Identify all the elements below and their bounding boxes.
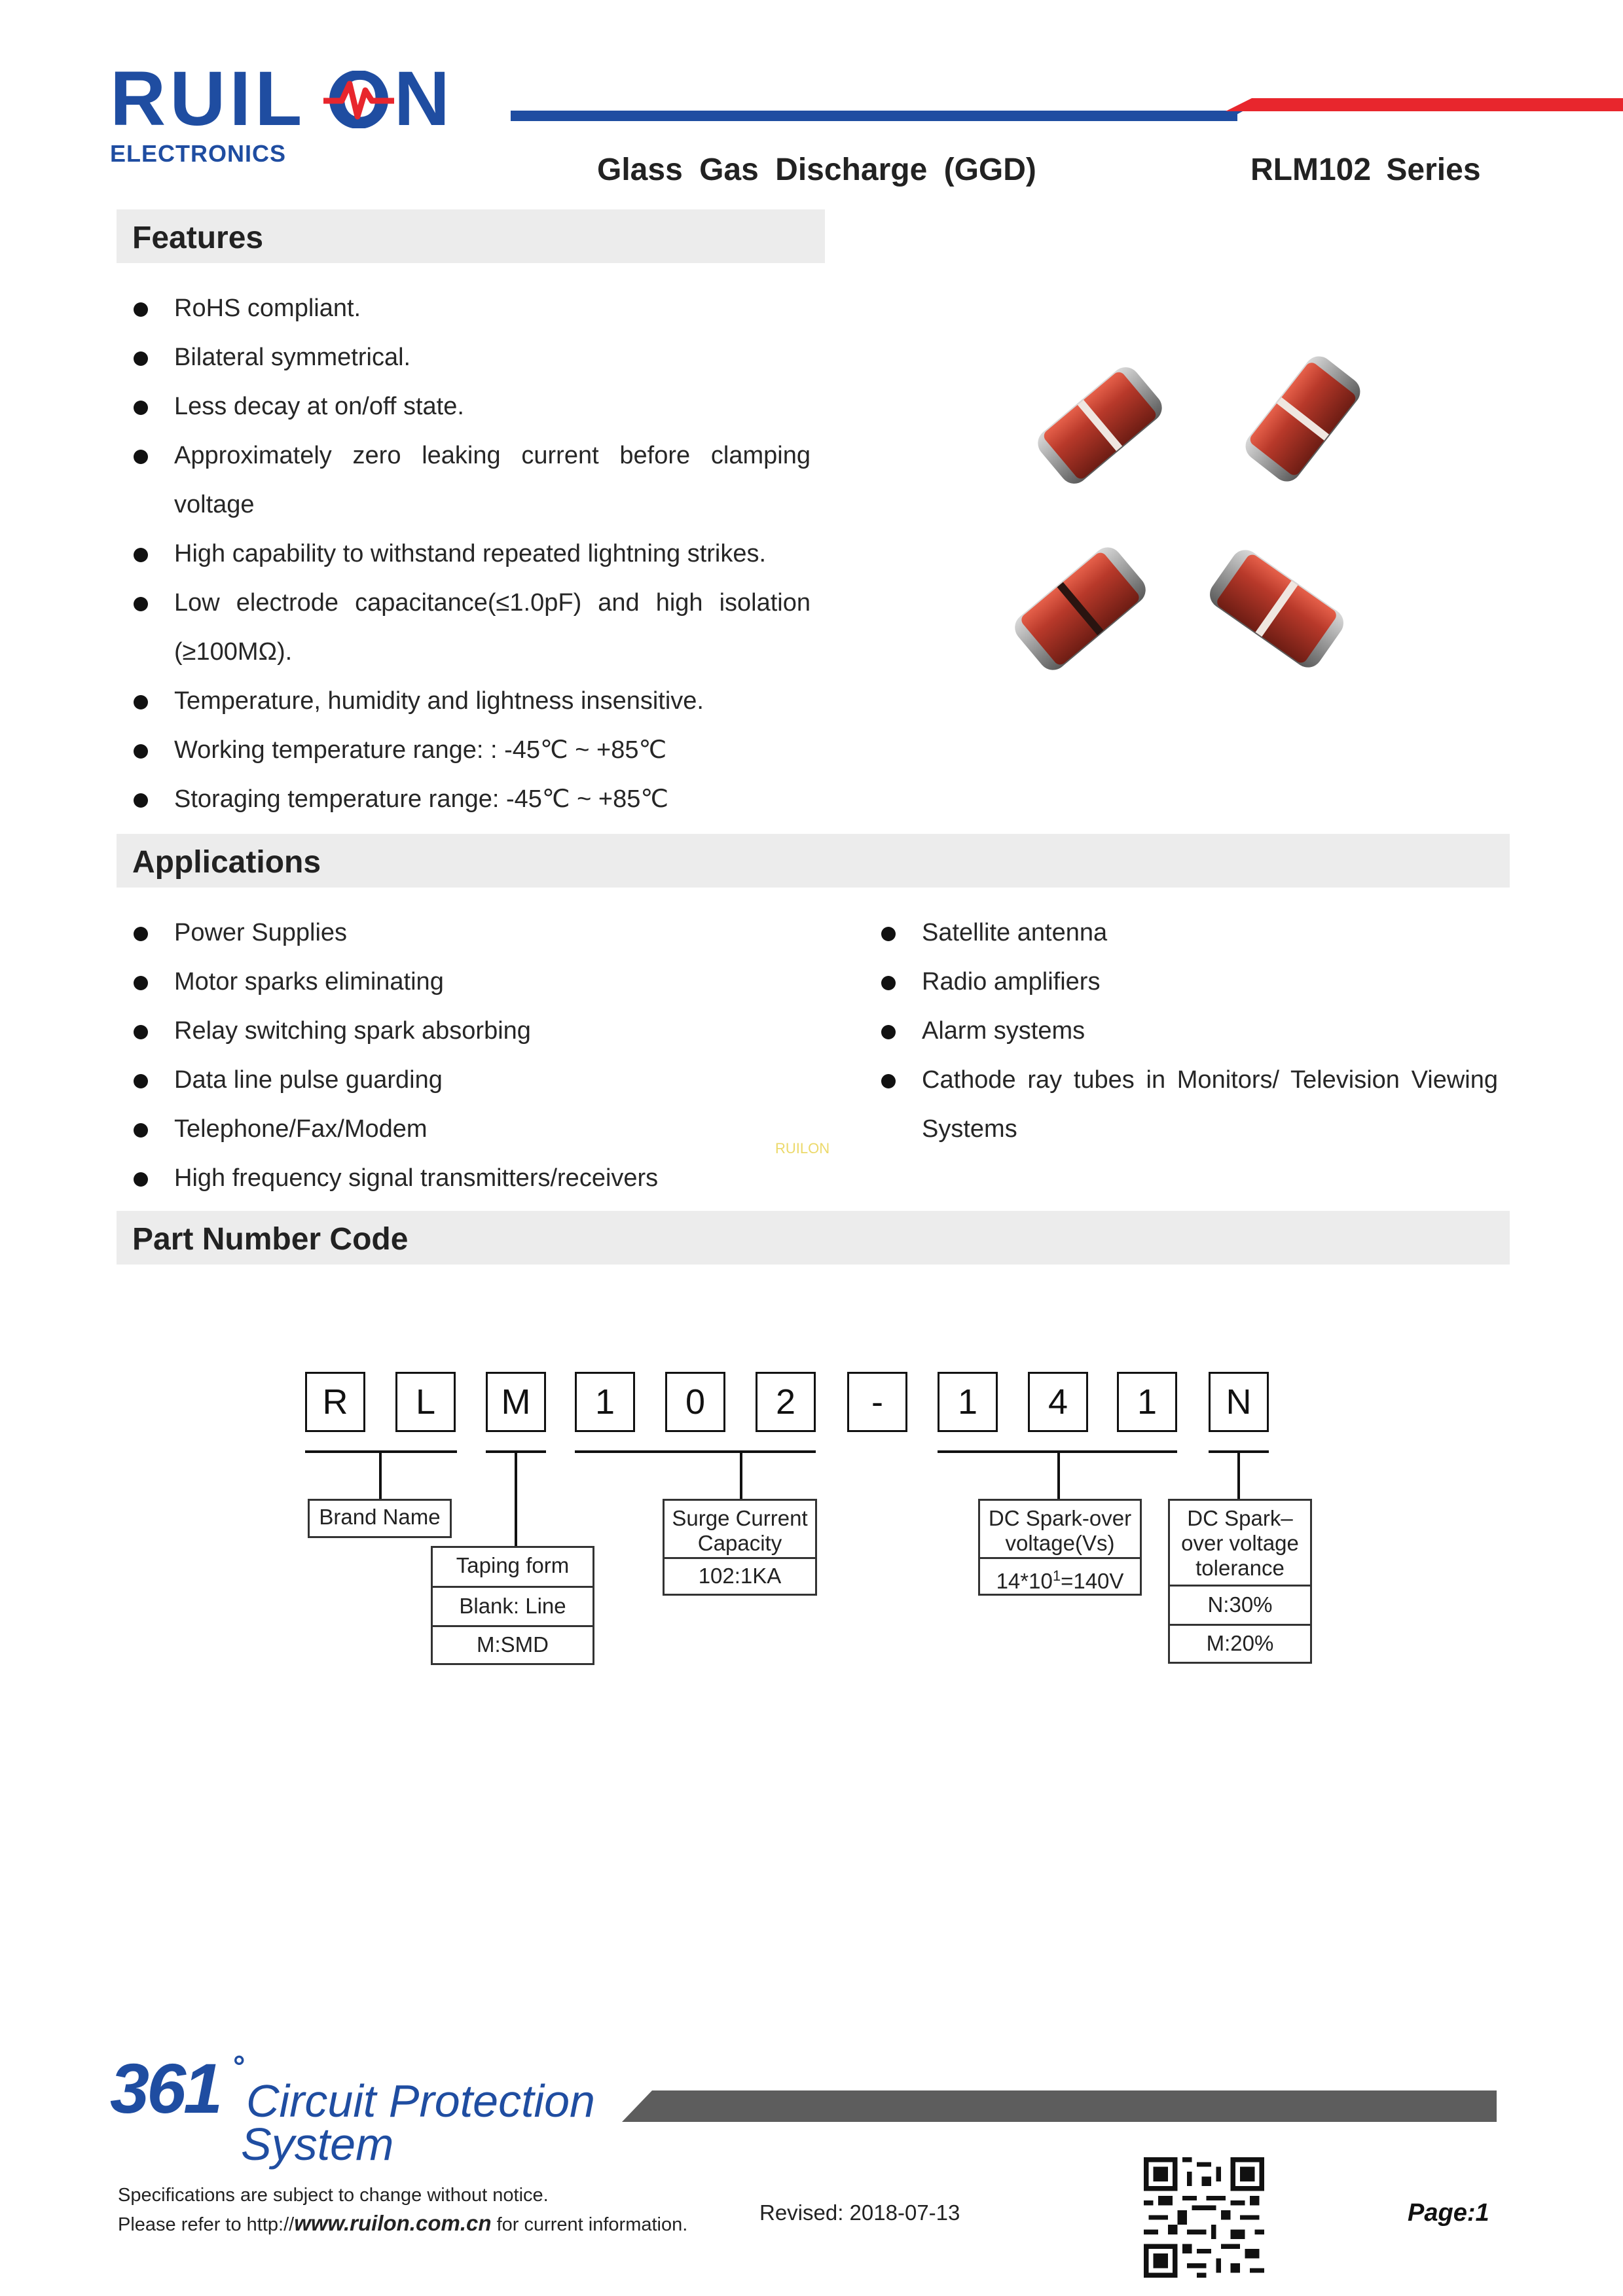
footer-brand-line2: System xyxy=(241,2119,394,2170)
component-3 xyxy=(1009,541,1151,675)
tolerance-label-line3: tolerance xyxy=(1195,1556,1285,1580)
connector-tolerance xyxy=(1237,1450,1240,1500)
brand-name-label: Brand Name xyxy=(319,1505,441,1529)
surge-current-table xyxy=(663,1499,817,1596)
bracket-surge xyxy=(575,1450,816,1453)
applications-section-header xyxy=(117,834,1510,888)
list-item: Cathode ray tubes in Monitors/ Television Viewing Systems xyxy=(866,1056,1498,1154)
page-number: Page:1 xyxy=(1408,2199,1489,2227)
revised-date: Revised: 2018-07-13 xyxy=(759,2200,960,2225)
features-section-header xyxy=(117,209,825,263)
dc-spark-table xyxy=(978,1499,1142,1596)
header-rule-blue xyxy=(511,111,1237,121)
part-char-box: R xyxy=(305,1372,365,1432)
part-char-box: 1 xyxy=(1117,1372,1177,1432)
part-char-box: 4 xyxy=(1028,1372,1088,1432)
tolerance-label-line2: over voltage xyxy=(1181,1531,1299,1555)
list-item: Telephone/Fax/Modem xyxy=(118,1105,838,1154)
footer-brand-number: 361 xyxy=(110,2049,221,2128)
part-char-box: N xyxy=(1209,1372,1269,1432)
dc-spark-value-rest: =140V xyxy=(1061,1569,1124,1593)
document-title: Glass Gas Discharge (GGD) xyxy=(597,152,1036,187)
tolerance-option: N:30% xyxy=(1170,1585,1310,1624)
list-item: High capability to withstand repeated lightning strikes. xyxy=(118,529,811,579)
list-item: Bilateral symmetrical. xyxy=(118,333,811,382)
tolerance-label xyxy=(1170,1501,1310,1585)
part-char-box: 2 xyxy=(756,1372,816,1432)
watermark: RUILON xyxy=(775,1140,830,1157)
connector-dc-spark xyxy=(1057,1450,1060,1500)
footer-brand-line1: Circuit Protection xyxy=(246,2075,595,2126)
qr-code-icon xyxy=(1142,2157,1266,2278)
dc-spark-label xyxy=(980,1501,1140,1557)
part-char-box: 0 xyxy=(665,1372,725,1432)
footer-website-link[interactable]: www.ruilon.com.cn xyxy=(294,2211,492,2235)
applications-list-left xyxy=(118,908,838,1203)
applications-title: Applications xyxy=(132,845,321,880)
dc-spark-value-base: 14*10 xyxy=(996,1569,1053,1593)
list-item: Low electrode capacitance(≤1.0pF) and high isolation (≥100MΩ). xyxy=(118,579,811,677)
taping-option: Blank: Line xyxy=(433,1586,593,1625)
list-item: Storaging temperature range: -45℃ ~ +85℃ xyxy=(118,775,811,824)
dc-spark-value xyxy=(980,1557,1140,1594)
connector-taping xyxy=(515,1450,517,1547)
logo-wordmark xyxy=(110,56,454,142)
dc-spark-value-exp: 1 xyxy=(1052,1568,1061,1584)
list-item: Alarm systems xyxy=(866,1007,1498,1056)
component-1 xyxy=(1032,361,1167,490)
product-photo xyxy=(1002,340,1388,694)
features-title: Features xyxy=(132,221,264,255)
applications-list-right xyxy=(866,908,1498,1154)
list-item: Working temperature range: : -45℃ ~ +85℃ xyxy=(118,726,811,775)
list-item: Power Supplies xyxy=(118,908,838,958)
footer-note-line1: Specifications are subject to change without notice. xyxy=(118,2185,549,2206)
part-char-box: 1 xyxy=(938,1372,998,1432)
connector-surge xyxy=(740,1450,742,1500)
part-number-title: Part Number Code xyxy=(132,1222,409,1257)
connector-brand xyxy=(379,1450,382,1500)
tolerance-option: M:20% xyxy=(1170,1624,1310,1662)
list-item: RoHS compliant. xyxy=(118,284,811,333)
list-item: Relay switching spark absorbing xyxy=(118,1007,838,1056)
part-char-box: - xyxy=(847,1372,907,1432)
part-char-box: L xyxy=(395,1372,456,1432)
footer-note-prefix: Please refer to http:// xyxy=(118,2214,295,2235)
logo-subtitle: ELECTRONICS xyxy=(110,140,287,167)
features-list xyxy=(118,284,811,824)
surge-current-value: 102:1KA xyxy=(665,1557,815,1594)
part-char-box: M xyxy=(486,1372,546,1432)
tolerance-label-line1: DC Spark– xyxy=(1187,1506,1293,1530)
component-4 xyxy=(1204,545,1349,673)
footer-note-line2 xyxy=(118,2211,687,2236)
list-item: High frequency signal transmitters/receivers xyxy=(118,1154,838,1203)
surge-current-label xyxy=(665,1501,815,1557)
part-number-section-header xyxy=(117,1211,1510,1265)
series-title: RLM102 Series xyxy=(1250,152,1481,187)
taping-form-label: Taping form xyxy=(456,1553,570,1577)
list-item: Motor sparks eliminating xyxy=(118,958,838,1007)
list-item: Less decay at on/off state. xyxy=(118,382,811,431)
taping-option: M:SMD xyxy=(433,1625,593,1663)
list-item: Approximately zero leaking current before clamping voltage xyxy=(118,431,811,529)
footer-bar xyxy=(622,2090,1497,2122)
logo-text: RUIL ON xyxy=(110,56,454,142)
part-char-box: 1 xyxy=(575,1372,635,1432)
tolerance-table xyxy=(1168,1499,1312,1664)
brand-name-box xyxy=(308,1499,452,1538)
footer-brand-degree: ° xyxy=(233,2049,246,2083)
list-item: Radio amplifiers xyxy=(866,958,1498,1007)
list-item: Temperature, humidity and lightness insensitive. xyxy=(118,677,811,726)
component-2 xyxy=(1240,351,1366,488)
header-rule-red xyxy=(1226,98,1623,111)
list-item: Satellite antenna xyxy=(866,908,1498,958)
taping-form-table xyxy=(431,1546,594,1665)
logo-pulse-icon xyxy=(319,71,398,128)
list-item: Data line pulse guarding xyxy=(118,1056,838,1105)
surge-label-line1: Surge Current xyxy=(672,1506,808,1530)
surge-label-line2: Capacity xyxy=(697,1531,782,1555)
dc-spark-label-line2: voltage(Vs) xyxy=(1005,1531,1115,1555)
dc-spark-label-line1: DC Spark-over xyxy=(988,1506,1132,1530)
footer-note-suffix: for current information. xyxy=(491,2214,688,2235)
